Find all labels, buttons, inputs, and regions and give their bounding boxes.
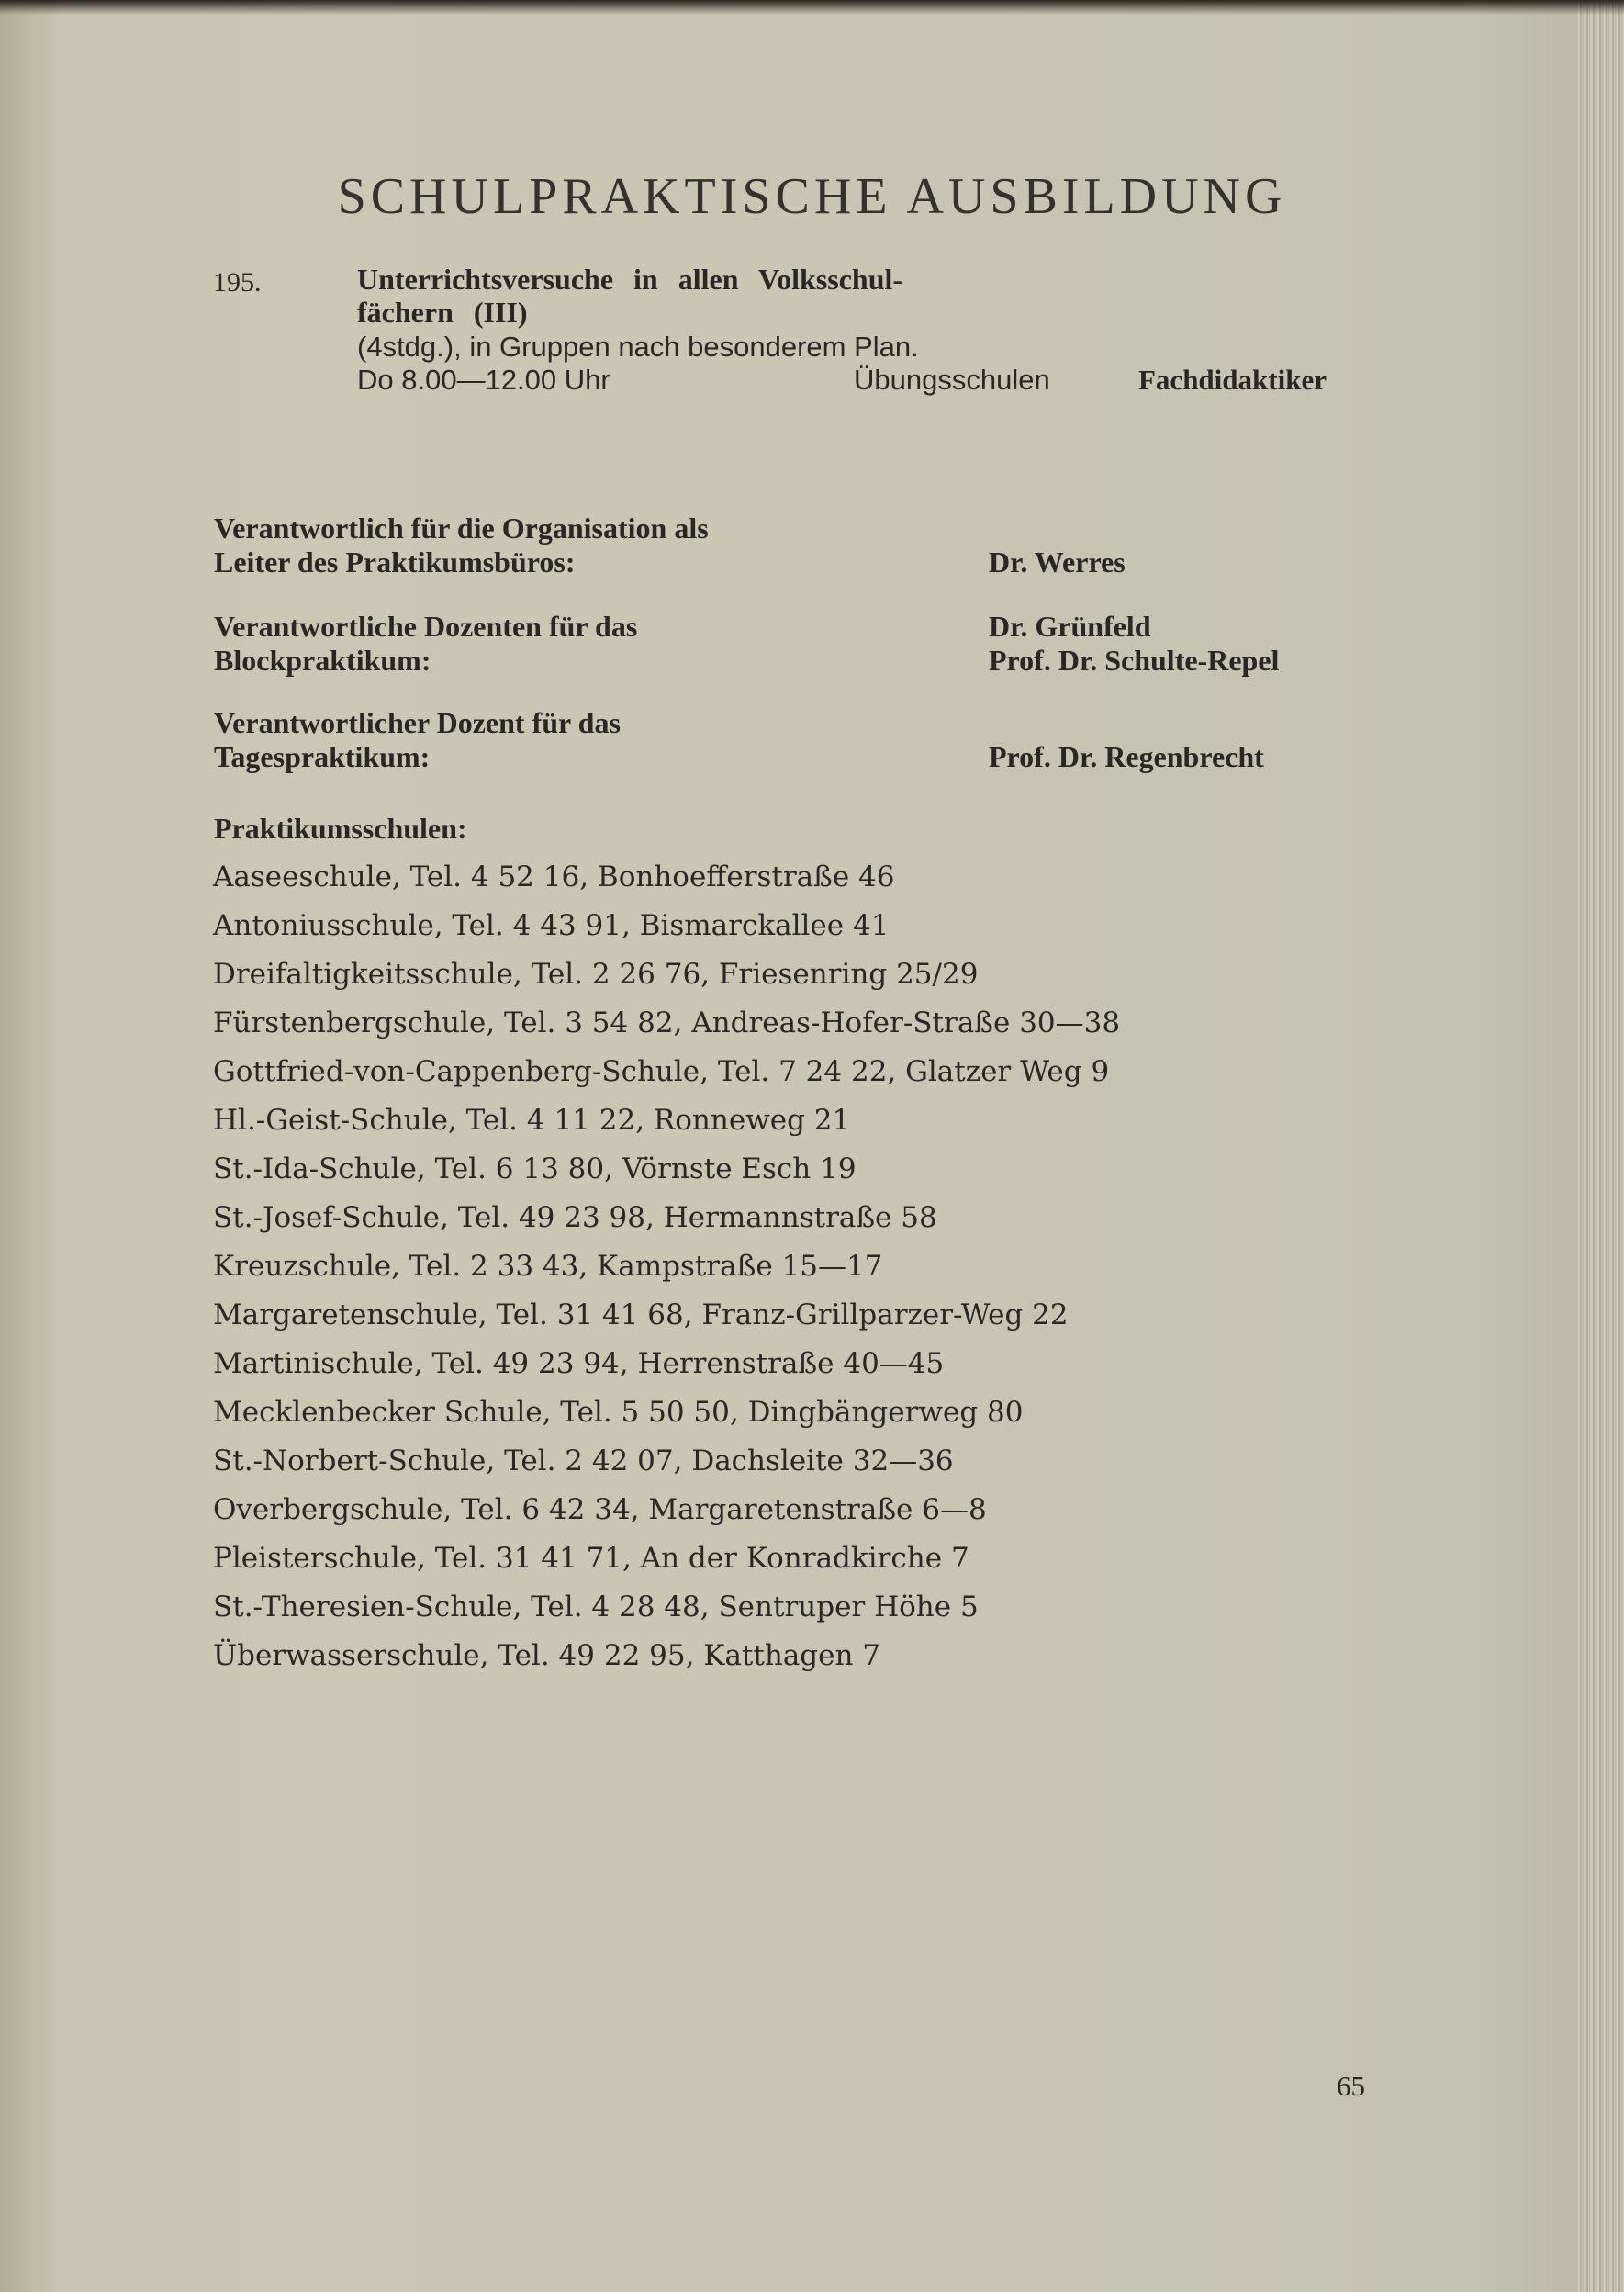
responsibility-name-organisation (989, 511, 1126, 579)
responsibility-label-line: Verantwortliche Dozenten für das (214, 610, 638, 643)
list-item: Aaseeschule, Tel. 4 52 16, Bonhoefferstraße 46 (213, 860, 895, 893)
responsibility-label-line: Verantwortlicher Dozent für das (214, 706, 621, 739)
course-schedule: (4stdg.), in Gruppen nach besonderem Plan. (357, 331, 919, 363)
responsibility-label-line: Blockpraktikum: (214, 644, 431, 677)
page-number: 65 (1337, 2070, 1365, 2102)
list-item: Überwasserschule, Tel. 49 22 95, Katthagen 7 (213, 1639, 881, 1672)
list-item: Overbergschule, Tel. 6 42 34, Margaretenstraße 6—8 (213, 1493, 987, 1526)
responsibility-name-line: Prof. Dr. Regenbrecht (989, 740, 1264, 773)
schools-heading: Praktikumsschulen: (214, 812, 467, 845)
responsibility-label-line: Tagespraktikum: (214, 740, 431, 773)
responsibility-label-tagespraktikum (214, 706, 621, 774)
course-place: Übungsschulen (854, 364, 1050, 396)
list-item: St.-Theresien-Schule, Tel. 4 28 48, Sentruper Höhe 5 (213, 1590, 979, 1624)
course-time: Do 8.00—12.00 Uhr (357, 364, 610, 396)
course-number: 195. (213, 267, 262, 298)
course-lecturer: Fachdidaktiker (1138, 364, 1327, 396)
responsibility-label-line: Leiter des Praktikumsbüros: (214, 545, 576, 579)
list-item: Antoniusschule, Tel. 4 43 91, Bismarckallee 41 (213, 909, 890, 942)
responsibility-name-tagespraktikum (989, 706, 1264, 774)
responsibility-name-blockpraktikum (989, 610, 1279, 678)
list-item: St.-Josef-Schule, Tel. 49 23 98, Hermannstraße 58 (213, 1201, 937, 1234)
book-gutter (0, 0, 64, 2292)
list-item: St.-Norbert-Schule, Tel. 2 42 07, Dachsleite 32—36 (213, 1444, 954, 1477)
list-item: Hl.-Geist-Schule, Tel. 4 11 22, Ronneweg 21 (213, 1104, 851, 1137)
list-item: Fürstenbergschule, Tel. 3 54 82, Andreas-Hofer-Straße 30—38 (213, 1006, 1121, 1039)
list-item: Martinischule, Tel. 49 23 94, Herrenstraße 40—45 (213, 1347, 945, 1380)
responsibility-label-blockpraktikum (214, 610, 637, 678)
list-item: Pleisterschule, Tel. 31 41 71, An der Konradkirche 7 (213, 1542, 969, 1575)
course-title-line-1: Unterrichtsversuche in allen Volksschul- (357, 263, 903, 296)
scan-border (0, 0, 1624, 15)
list-item: Margaretenschule, Tel. 31 41 68, Franz-Grillparzer-Weg 22 (213, 1298, 1069, 1331)
responsibility-name-line (989, 511, 1126, 545)
responsibility-label-organisation (214, 511, 709, 579)
page-title: SCHULPRAKTISCHE AUSBILDUNG (337, 168, 1287, 225)
schools-list (213, 859, 1120, 1686)
list-item: Kreuzschule, Tel. 2 33 43, Kampstraße 15—17 (213, 1250, 883, 1283)
responsibility-name-line (989, 706, 1264, 740)
list-item: Mecklenbecker Schule, Tel. 5 50 50, Dingbängerweg 80 (213, 1396, 1024, 1429)
course-title-line-2: fächern (III) (357, 296, 528, 329)
responsibility-name-line: Dr. Grünfeld (989, 610, 1151, 643)
responsibility-name-line: Dr. Werres (989, 545, 1126, 579)
responsibility-name-line: Prof. Dr. Schulte-Repel (989, 644, 1280, 677)
list-item: Dreifaltigkeitsschule, Tel. 2 26 76, Friesenring 25/29 (213, 958, 979, 991)
course-title (357, 263, 902, 329)
page-edges (1576, 0, 1624, 2292)
list-item: Gottfried-von-Cappenberg-Schule, Tel. 7 24 22, Glatzer Weg 9 (213, 1055, 1110, 1088)
responsibility-label-line: Verantwortlich für die Organisation als (214, 511, 709, 545)
list-item: St.-Ida-Schule, Tel. 6 13 80, Vörnste Esch 19 (213, 1152, 857, 1185)
